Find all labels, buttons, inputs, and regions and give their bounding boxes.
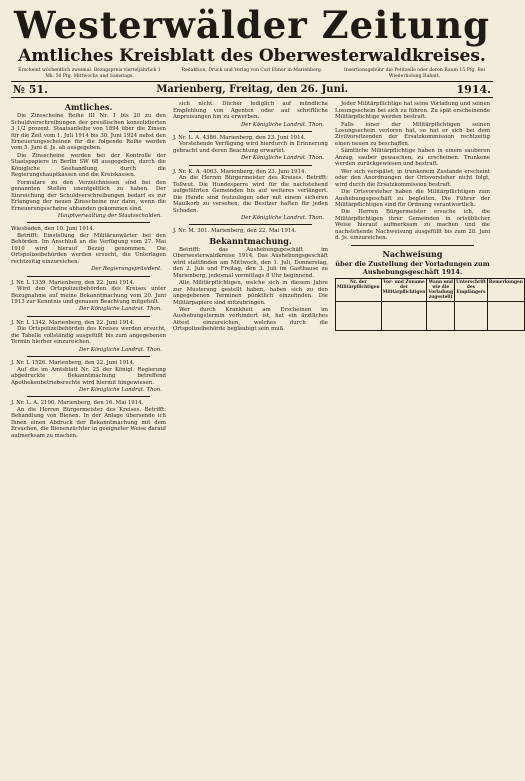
info-right: Insertionsgebühr die Petitzeile oder deren Raum 15 Pfg. Bei Wiederholung Rabatt. (344, 68, 485, 79)
signature: Der Königliche Landrat. Thon. (78, 386, 162, 393)
signature: Der Königliche Landrat. Thon. (240, 214, 324, 221)
table-header-row (336, 278, 525, 301)
article-paragraph: An die Herren Bürgermeister des Kreises. Betrifft: Tollwut. Die Hundesperre wird für die nachstehend aufgeführten Gemeinden bis auf weiteres verlängert. Die Hunde sind festzulegen oder mit einem sicheren Maulkorb zu versehen; die Besitzer haften für jeden Schaden. (173, 175, 328, 214)
article-paragraph: Die Zinsscheine Reihe III Nr. 1 bis 20 zu den Schuldverschreibungen der preußischen konsolidierten 3 1/2 prozent. Staatsanleihe von 1894 über die Zinsen für die Zeit vom 1. Juli 1914 bis 30. Juni 1924 nebst den Erneuerungsscheinen für die folgende Reihe werden vom 5. Juni d. Js. ab ausgegeben. (11, 113, 166, 152)
table-header: Vor- und Zuname der Militärpflichtigen (381, 278, 427, 301)
masthead-info (13, 68, 491, 79)
article-paragraph: Wird den Ortspolizeibehörden des Kreises unter Bezugnahme auf meine Bekanntmachung vom 20. Juni 1913 zur Kenntnis und genauen Beachtung mitgeteilt. (11, 286, 166, 305)
reference-line: J. Nr. L 1339. Marienberg, den 22. Juni 1914. (11, 279, 135, 286)
reference-line: J. Nr. L 1342. Marienberg, den 22. Juni 1914. (11, 319, 135, 326)
table-cell (427, 301, 455, 330)
article-paragraph: Die Ortspolizeibehörden des Kreises werden ersucht, die Tabelle vollständig ausgefüllt bis zum angegebenen Termin hierher einzureichen. (11, 326, 166, 346)
divider (189, 165, 312, 166)
article-paragraph: sich nicht. Dücher lediglich auf mündliche Empfehlung von Agenten oder auf schriftliche Anpreisungen hin zu erwerben. (173, 101, 328, 121)
section-heading: Bekanntmachung. (209, 235, 292, 246)
article-paragraph: Jeder Militärpflichtige hat seine Vorladung und seinen Losungsschein bei sich zu führen. Zu spät erscheinende Militärpflichtige werden bestraft. (335, 101, 490, 121)
issue-number: № 51. (13, 83, 48, 97)
divider (189, 224, 312, 225)
table-row (336, 301, 525, 330)
signature: Hauptverwaltung der Staatsschulden. (57, 212, 162, 219)
signature: Der Königliche Landrat. Thon. (78, 346, 162, 353)
info-center: Redaktion, Druck und Verlag von Carl Ebner in Marienberg. (181, 68, 323, 73)
divider (27, 396, 150, 397)
reference-line: J. Nr. L. A. 4386. Marienberg, den 23. Juni 1914. (173, 135, 306, 141)
divider (27, 356, 150, 357)
info-left: Erscheint wöchentlich zweimal. Bezugspreis vierteljährlich 1 Mk. 50 Pfg. Mittwochs und Samstags. (18, 68, 161, 79)
table-cell (381, 301, 427, 330)
article-paragraph: Vorstehende Verfügung wird hierdurch in Erinnerung gebracht und deren Beachtung erwartet. (173, 141, 328, 154)
article-paragraph: Wer durch Krankheit am Erscheinen im Aushebungstermin verhindert ist, hat ein ärztliches Attest einzureichen, welches durch die Ortspolizeibehörde beglaubigt sein muß. (173, 306, 328, 333)
article-paragraph: Falls einer der Militärpflichtigen seinen Losungsschein verloren hat, so hat er sich bei dem Zivilvorsitzenden der Ersatzkommission rechtzeitig einen neuen zu beschaffen. (335, 121, 490, 147)
divider (27, 222, 150, 223)
article-paragraph: Betrifft: Einstellung der Militäranwärter bei den Behörden. Im Anschluß an die Verfügung vom 27. Mai 1910 wird hierauf Bezug genommen. Die Ortspolizeibehörden werden ersucht, die Unterlagen rechtzeitig einzureichen. (11, 232, 166, 265)
reference-line: J. Nr. L 1526. Marienberg, den 22. Juni 1914. (11, 360, 135, 367)
table-cell (336, 301, 382, 330)
nachweisung-table (335, 278, 525, 331)
column-1 (11, 101, 166, 440)
article-paragraph: Wer sich verspätet, in trunkenem Zustande erscheint oder den Anordnungen der Ortsvorsteher nicht folgt, wird durch die Ersatzkommission bestraft. (335, 168, 490, 188)
article-paragraph: Auf die im Amtsblatt Nr. 25 der Königl. Regierung abgedruckte Bekanntmachung betreffend Apothekenbetriebsrechte wird hiermit hingewiesen. (11, 366, 166, 386)
article-paragraph: Betrifft: das Aushebungsgeschäft im Oberwesterwaldkreise 1914. Das Aushebungsgeschäft wird stattfinden am Mittwoch, den 1. Juli, Donnerstag, den 2. Juli und Freitag, den 3. Juli im Gasthause zu Marienberg, jedesmal vormittags 8 Uhr beginnend. (173, 246, 328, 279)
masthead (11, 0, 493, 79)
issue-year: 1914. (456, 83, 491, 97)
article-columns (11, 101, 523, 440)
article-paragraph: Formulare zu den Verzeichnissen sind bei den genannten Stellen unentgeltlich zu haben. Der Einreichung der Schuldverschreibungen bedarf es zur Erlangung der neuen Zinsscheine nur dann, wenn die Erneuerungsscheine abhanden gekommen sind. (11, 179, 166, 212)
reference-line: J. Nr. L. A. 2190. Marienberg, den 16. Mai 1914. (11, 400, 144, 407)
article-paragraph: Sämtliche Militärpflichtige haben in einem sauberen Anzug, sauber gewaschen, zu erscheinen. Trunkene werden zurückgewiesen und bestraft. (335, 148, 490, 168)
article-paragraph: Die Zinsscheine werden bei der Kontrolle der Staatspapiere in Berlin SW 68 ausgegeben, durch die Königliche Seehandlung, durch die Regierungshauptkassen und die Kreiskassen. (11, 152, 166, 179)
article-paragraph: An die Herren Bürgermeister des Kreises. Betrifft: Behandlung von Bienen. In der Anlage übersende ich Ihnen einen Abdruck der Bekanntmachung mit dem Ersuchen, die Bienenzüchter in geeigneter Weise darauf aufmerksam zu machen. (11, 406, 166, 439)
divider (351, 245, 474, 246)
table-subheading: über die Zustellung der Vorladungen zum Aushebungsgeschäft 1914. (335, 259, 490, 276)
signature: Der Königliche Landrat. Thon. (240, 155, 324, 162)
article-paragraph: Die Ortsvorsteher haben die Militärpflichtigen zum Aushebungsgeschäft zu begleiten. Die Führer der Militärpflichtigen sind für Ordnung verantwortlich. (335, 189, 490, 208)
issue-bar (11, 81, 493, 98)
signature: Der Königliche Landrat. Thon. (240, 121, 324, 128)
article-paragraph: Alle Militärpflichtigen, welche sich in diesem Jahre zur Musterung gestellt haben, haben sich zu den angegebenen Terminen pünktlich einzufinden. Die Militärpapiere sind mitzubringen. (173, 280, 328, 306)
signature: Der Regierungspräsident. (91, 266, 162, 273)
table-header: Wann und wie die Vorladung zugestellt (428, 279, 454, 300)
section-heading: Amtliches. (64, 102, 113, 113)
column-3 (335, 101, 523, 440)
newspaper-subtitle: Amtliches Kreisblatt des Oberwesterwaldkreises. (18, 46, 486, 66)
newspaper-title: Westerwälder Zeitung (13, 3, 491, 47)
issue-dateline: Marienberg, Freitag, den 26. Juni. (156, 84, 349, 96)
table-header: Nr. der Militärpflichtigen (336, 278, 382, 301)
column-2 (173, 101, 328, 440)
divider (27, 316, 150, 317)
table-header: Bemerkungen (487, 278, 524, 301)
table-cell (455, 301, 488, 330)
article-paragraph: Die Herren Bürgermeister ersuche ich, die Militärpflichtigen ihrer Gemeinden in ortsüblicher Weise hierauf aufmerksam zu machen und die nachstehende Nachweisung ausgefüllt bis zum 28. Juni d. Js. einzureichen. (335, 209, 490, 242)
table-header: Unterschrift des Empfängers (455, 278, 488, 301)
reference-line: J. Nr. M. 301. Marienberg, den 22. Mai 1914. (173, 228, 297, 235)
table-cell (487, 301, 524, 330)
reference-line: Wiesbaden, den 10. Juni 1914. (11, 226, 95, 233)
divider (189, 131, 312, 132)
table-heading: Nachweisung (382, 248, 443, 259)
signature: Der Königliche Landrat. Thon. (78, 306, 162, 313)
divider (27, 276, 150, 277)
reference-line: J. Nr. K. A. 4063. Marienberg, den 23. Juni 1914. (173, 168, 307, 175)
